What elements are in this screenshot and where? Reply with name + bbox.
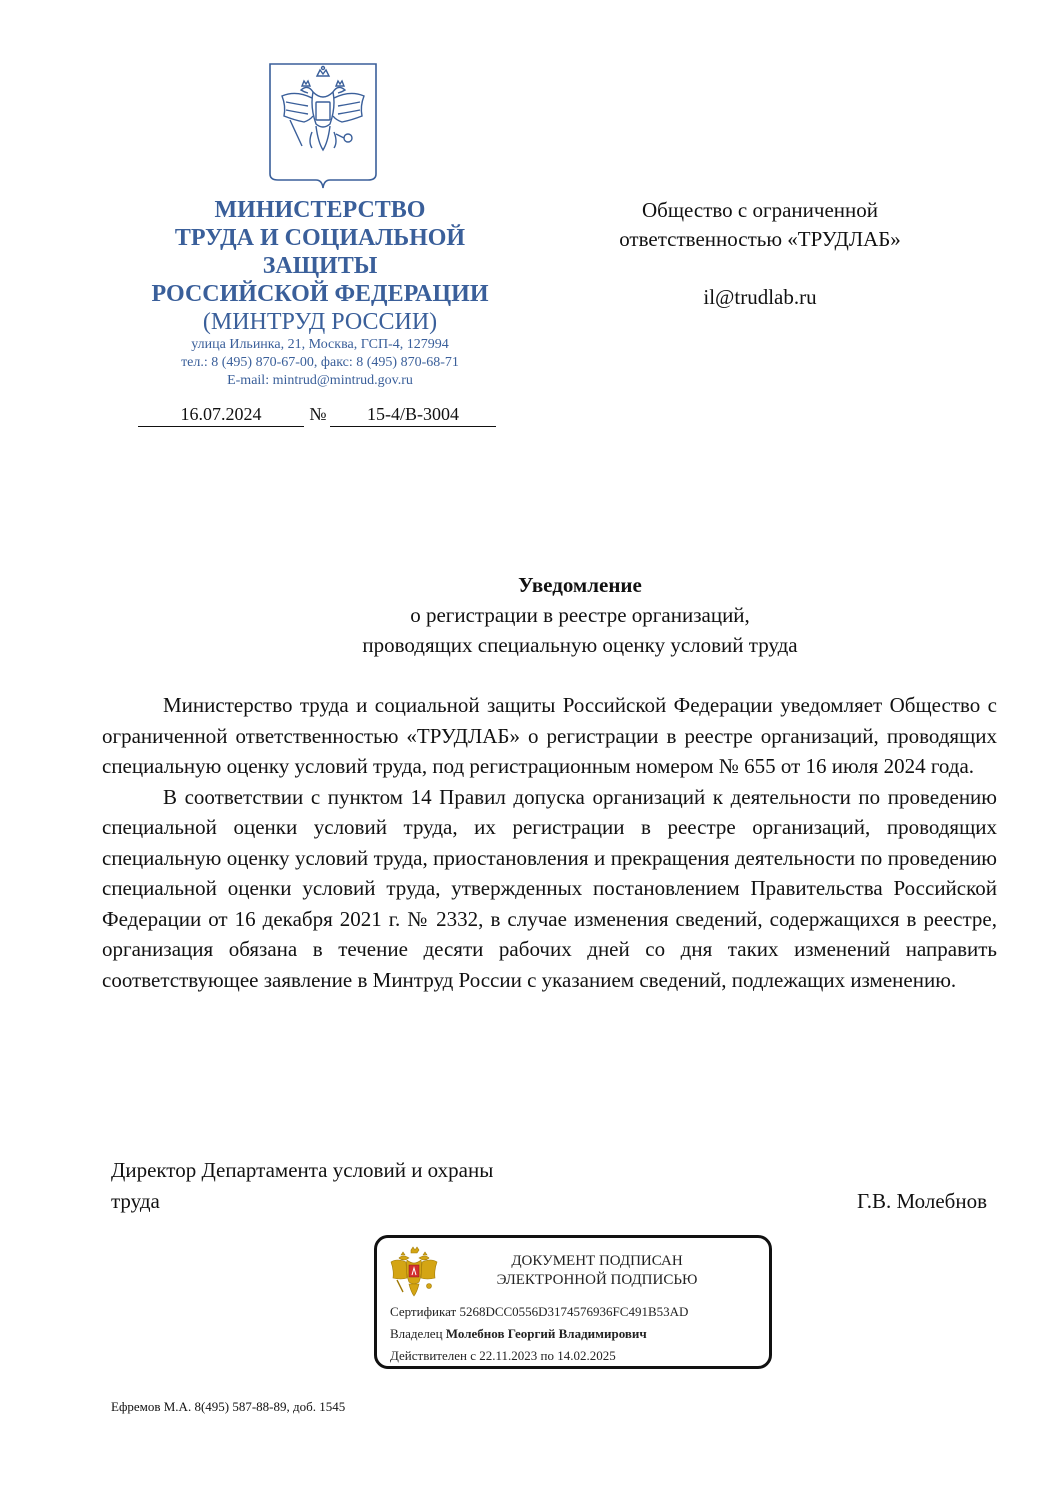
- stamp-heading: [447, 1252, 747, 1290]
- stamp-owner: [390, 1326, 647, 1342]
- owner-value: Молебнов Георгий Владимирович: [445, 1326, 647, 1341]
- signer-position-line: Директор Департамента условий и охраны: [111, 1158, 494, 1182]
- title-line: проводящих специальную оценку условий труда: [362, 633, 798, 657]
- valid-label: Действителен с: [390, 1348, 476, 1363]
- addressee: [580, 196, 940, 312]
- addressee-email: il@trudlab.ru: [703, 285, 817, 309]
- number-sign: №: [309, 404, 327, 424]
- signer-position: [111, 1155, 591, 1217]
- document-date: 16.07.2024: [138, 404, 304, 427]
- stamp-heading-line: ЭЛЕКТРОННОЙ ПОДПИСЬЮ: [496, 1272, 698, 1288]
- body-paragraph: В соответствии с пунктом 14 Правил допуска организаций к деятельности по проведению специальной оценки условий труда, их регистрации в реестре организаций, проводящих специальную оценку условий труда, приостановления и прекращения деятельности по проведению специальной оценки условий труда, утвержденных постановлением Правительства Российской Федерации от 16 декабря 2021 г. № 2332, в случае изменения сведений, содержащихся в реестре, организация обязана в течение десяти рабочих дней со дня таких изменений направить соответствующее заявление в Минтруд России с указанием сведений, подлежащих изменению.: [102, 784, 997, 992]
- executor-contact: Ефремов М.А. 8(495) 587-88-89, доб. 1545: [111, 1399, 346, 1414]
- addressee-line: ответственностью «ТРУДЛАБ»: [619, 227, 901, 251]
- signer-name: Г.В. Молебнов: [856, 1189, 987, 1213]
- document-body: [102, 690, 997, 995]
- addressee-line: Общество с ограниченной: [642, 198, 878, 222]
- certificate-label: Сертификат: [390, 1304, 457, 1319]
- body-paragraph: Министерство труда и социальной защиты Российской Федерации уведомляет Общество с ограниченной ответственностью «ТРУДЛАБ» о регистрации в реестре организаций, проводящих специальную оценку условий труда, под регистрационным номером № 655 от 16 июля 2024 года.: [102, 693, 997, 778]
- owner-label: Владелец: [390, 1326, 443, 1341]
- title-line: о регистрации в реестре организаций,: [410, 603, 750, 627]
- ministry-name-line: МИНИСТЕРСТВО: [214, 197, 426, 223]
- document-number: 15-4/В-3004: [330, 404, 496, 427]
- stamp-heading-line: ДОКУМЕНТ ПОДПИСАН: [511, 1253, 683, 1269]
- valid-from: 22.11.2023: [479, 1348, 538, 1363]
- ministry-short-name: (МИНТРУД РОССИИ): [202, 309, 438, 335]
- ministry-email: E-mail: mintrud@mintrud.gov.ru: [227, 373, 413, 388]
- ministry-address: улица Ильинка, 21, Москва, ГСП-4, 127994: [191, 337, 449, 352]
- valid-to: 14.02.2025: [557, 1348, 616, 1363]
- signer-position-line: труда: [111, 1189, 160, 1213]
- russian-coat-of-arms-icon: [268, 62, 378, 192]
- valid-to-label: по: [540, 1348, 554, 1363]
- electronic-signature-stamp: [374, 1235, 772, 1369]
- title-heading: Уведомление: [518, 573, 642, 597]
- certificate-value: 5268DCC0556D3174576936FC491B53AD: [459, 1304, 689, 1319]
- golden-coat-of-arms-icon: [389, 1246, 439, 1298]
- registration-line: [138, 404, 496, 428]
- stamp-certificate: [390, 1304, 688, 1320]
- ministry-name-line: ТРУДА И СОЦИАЛЬНОЙ: [174, 225, 466, 251]
- ministry-name-line: РОССИЙСКОЙ ФЕДЕРАЦИИ: [151, 281, 489, 307]
- document-title: [250, 570, 910, 660]
- ministry-letterhead: [120, 196, 520, 390]
- ministry-phones: тел.: 8 (495) 870-67-00, факс: 8 (495) 870-68-71: [181, 355, 459, 370]
- stamp-validity: [390, 1348, 616, 1364]
- ministry-name-line: ЗАЩИТЫ: [262, 253, 378, 279]
